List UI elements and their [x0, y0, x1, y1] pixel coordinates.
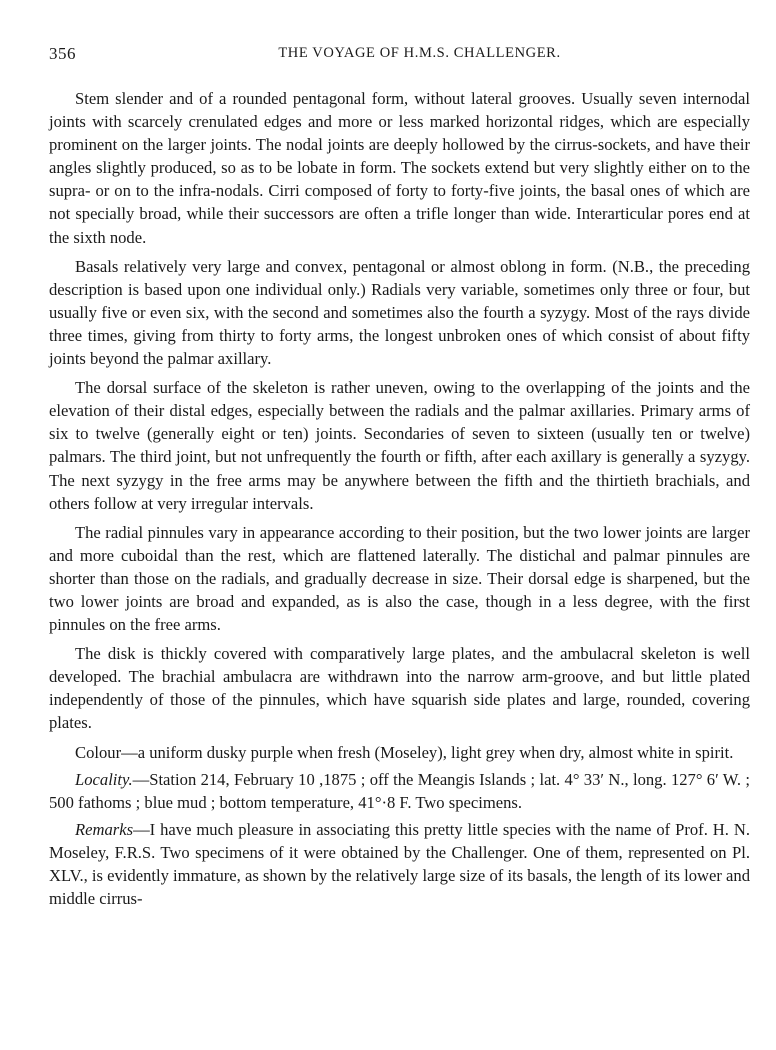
- paragraph-locality: [49, 768, 750, 814]
- page-number: 356: [49, 44, 76, 63]
- remarks-text: —I have much pleasure in associating this pretty little species with the name of Prof. H. N. Moseley, F.R.S. Two specimens of it were obtained by the Challenger. One of them, represented on Pl. XLV., is evidently immature, as shown by the relatively large size of its basals, the length of its lower and middle cirrus-: [49, 819, 750, 909]
- body-text: [49, 87, 750, 910]
- paragraph-dorsal-surface: The dorsal surface of the skeleton is rather uneven, owing to the overlapping of the joints and the elevation of their distal edges, especially between the radials and the palmar axillaries. Primary arms of six to twelve (generally eight or ten) joints. Secondaries of seven to sixteen (usually ten or twelve) palmars. The third joint, but not unfrequently the fourth or fifth, after each axillary is generally a syzygy. The next syzygy in the free arms may be anywhere between the fifth and the thirtieth brachials, and others follow at very irregular intervals.: [49, 378, 750, 513]
- paragraph-disk: The disk is thickly covered with comparatively large plates, and the ambulacral skeleton is well developed. The brachial ambulacra are withdrawn into the narrow arm-groove, and but little plated independently of those of the pinnules, which have squarish side plates and large, rounded, covering plates.: [49, 644, 750, 733]
- locality-text: —Station 214, February 10 ,1875 ; off the Meangis Islands ; lat. 4° 33′ N., long. 127° 6′ W. ; 500 fathoms ; blue mud ; bottom temperature, 41°·8 F. Two specimens.: [49, 769, 750, 812]
- paragraph-colour: Colour—a uniform dusky purple when fresh (Moseley), light grey when dry, almost white in spirit.: [75, 742, 734, 762]
- paragraph-basals: Basals relatively very large and convex, pentagonal or almost oblong in form. (N.B., the preceding description is based upon one individual only.) Radials very variable, sometimes only three or four, but usually five or even six, with the second and sometimes also the fourth a syzygy. Most of the rays divide three times, giving from thirty to forty arms, the longest unbroken ones of which consist of about fifty joints beyond the palmar axillary.: [49, 256, 750, 369]
- locality-lead: Locality.: [75, 769, 133, 789]
- paragraph-pinnules: The radial pinnules vary in appearance according to their position, but the two lower joints are larger and more cuboidal than the rest, which are flattened laterally. The distichal and palmar pinnules are shorter than those on the radials, and gradually decrease in size. Their dorsal edge is sharpened, but the two lower joints are broad and expanded, as is also the case, though in a less degree, with the first pinnules on the free arms.: [49, 522, 750, 635]
- paragraph-remarks: [49, 818, 750, 910]
- paragraph-stem: Stem slender and of a rounded pentagonal form, without lateral grooves. Usually seven internodal joints with scarcely crenulated edges and more or less marked horizontal ridges, which are especially prominent on the larger joints. The nodal joints are deeply hollowed by the cirrus-sockets, and have their angles slightly produced, so as to be lobate in form. The sockets extend but very slightly either on to the supra- or on to the infra-nodals. Cirri composed of forty to forty-five joints, the basal ones of which are not specially broad, while their successors are often a trifle longer than wide. Interarticular pores end at the sixth node.: [49, 89, 750, 247]
- running-head: [49, 44, 750, 68]
- running-title: THE VOYAGE OF H.M.S. CHALLENGER.: [278, 45, 561, 61]
- remarks-lead: Remarks: [75, 819, 134, 839]
